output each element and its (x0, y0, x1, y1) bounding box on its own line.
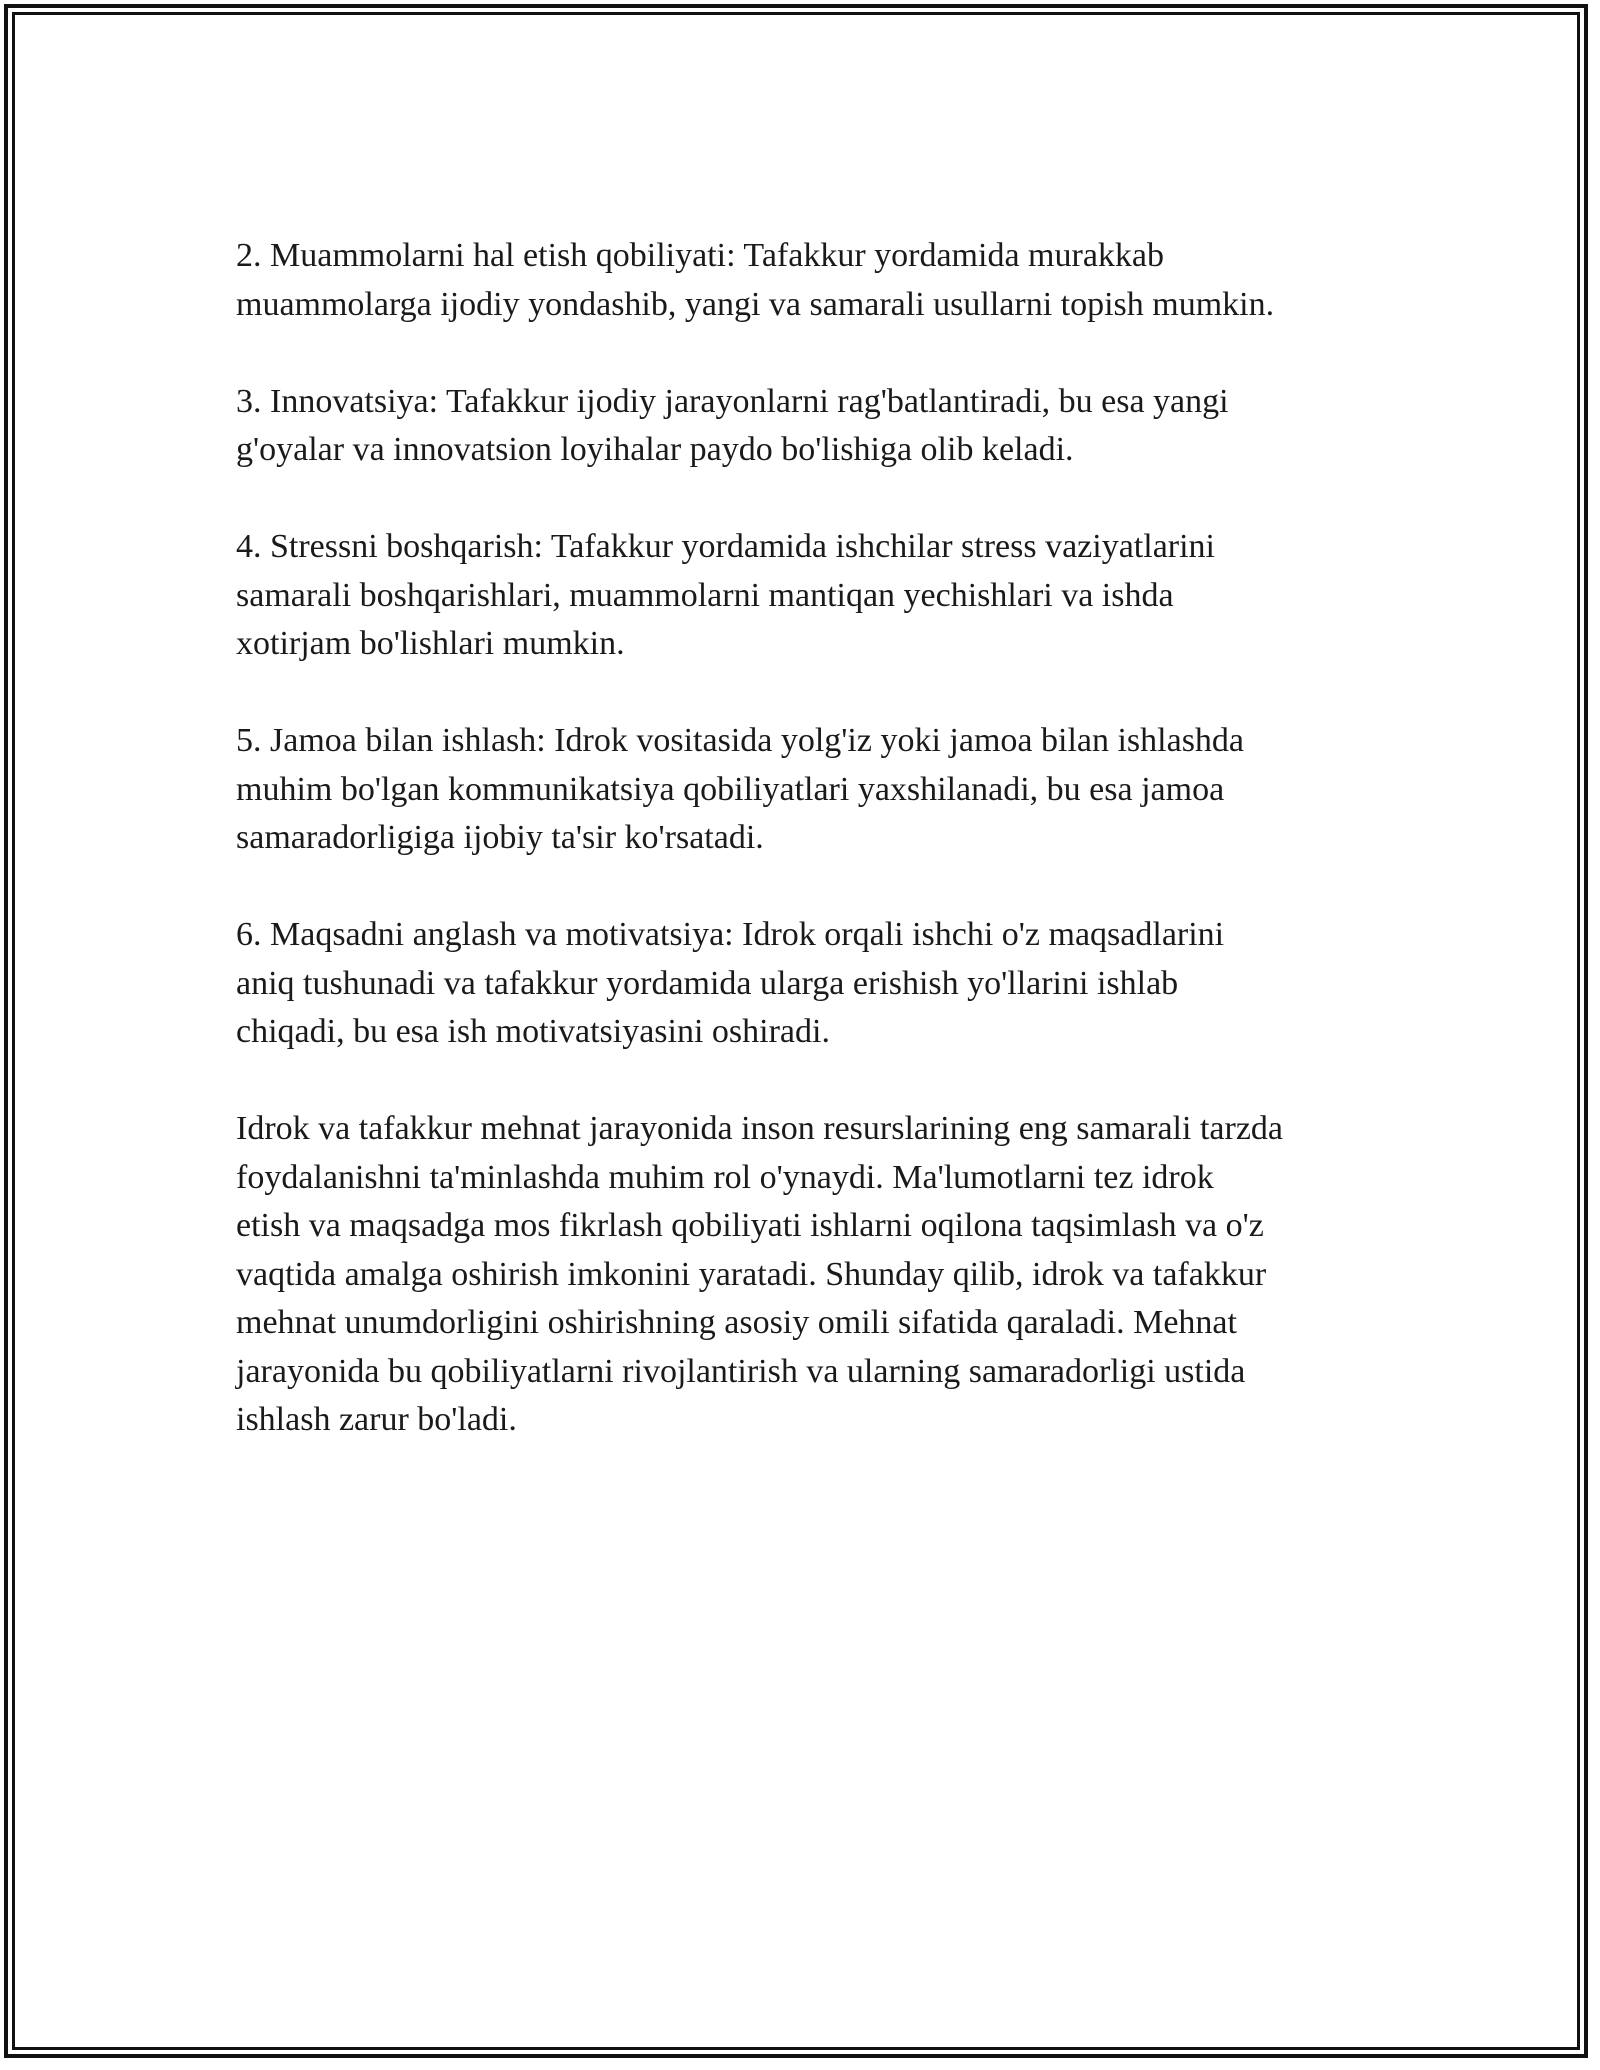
paragraph-motivation (236, 911, 1396, 1057)
text-line: 5. Jamoa bilan ishlash: Idrok vositasida yolg'iz yoki jamoa bilan ishlashda (236, 722, 1245, 759)
text-line: g'oyalar va innovatsion loyihalar paydo bo'lishiga olib keladi. (236, 431, 1074, 468)
paragraph-innovation (236, 378, 1396, 475)
text-line: etish va maqsadga mos fikrlash qobiliyati ishlarni oqilona taqsimlash va o'z (236, 1207, 1264, 1244)
text-line: muhim bo'lgan kommunikatsiya qobiliyatlari yaxshilanadi, bu esa jamoa (236, 770, 1225, 808)
text-line: muammolarga ijodiy yondashib, yangi va samarali usullarni topish mumkin. (236, 285, 1275, 323)
text-line: foydalanishni ta'minlashda muhim rol o'ynaydi. Ma'lumotlarni tez idrok (236, 1158, 1214, 1196)
text-line: 6. Maqsadni anglash va motivatsiya: Idrok orqali ishchi o'z maqsadlarini (236, 916, 1225, 953)
text-line: mehnat unumdorligini oshirishning asosiy omili sifatida qaraladi. Mehnat (236, 1304, 1237, 1341)
paragraph-teamwork (236, 717, 1396, 863)
text-line: Idrok va tafakkur mehnat jarayonida inson resurslarining eng samarali tarzda (236, 1110, 1283, 1147)
text-line: samarali boshqarishlari, muammolarni mantiqan yechishlari va ishda (236, 576, 1174, 614)
text-line: 4. Stressni boshqarish: Tafakkur yordamida ishchilar stress vaziyatlarini (236, 528, 1215, 565)
text-line: aniq tushunadi va tafakkur yordamida ularga erishish yo'llarini ishlab (236, 964, 1179, 1002)
paragraph-conclusion (236, 1105, 1396, 1445)
document-body (236, 232, 1396, 1445)
text-line: 3. Innovatsiya: Tafakkur ijodiy jarayonlarni rag'batlantiradi, bu esa yangi (236, 382, 1229, 420)
text-line: 2. Muammolarni hal etish qobiliyati: Tafakkur yordamida murakkab (236, 237, 1164, 274)
text-line: chiqadi, bu esa ish motivatsiyasini oshiradi. (236, 1013, 830, 1050)
paragraph-stress-management (236, 523, 1396, 669)
text-line: vaqtida amalga oshirish imkonini yaratadi. Shunday qilib, idrok va tafakkur (236, 1255, 1267, 1293)
text-line: jarayonida bu qobiliyatlarni rivojlantirish va ularning samaradorligi ustida (236, 1352, 1246, 1390)
text-line: ishlash zarur bo'ladi. (236, 1401, 517, 1438)
text-line: samaradorligiga ijobiy ta'sir ko'rsatadi. (236, 819, 764, 856)
text-line: xotirjam bo'lishlari mumkin. (236, 625, 625, 662)
paragraph-problem-solving (236, 232, 1396, 329)
